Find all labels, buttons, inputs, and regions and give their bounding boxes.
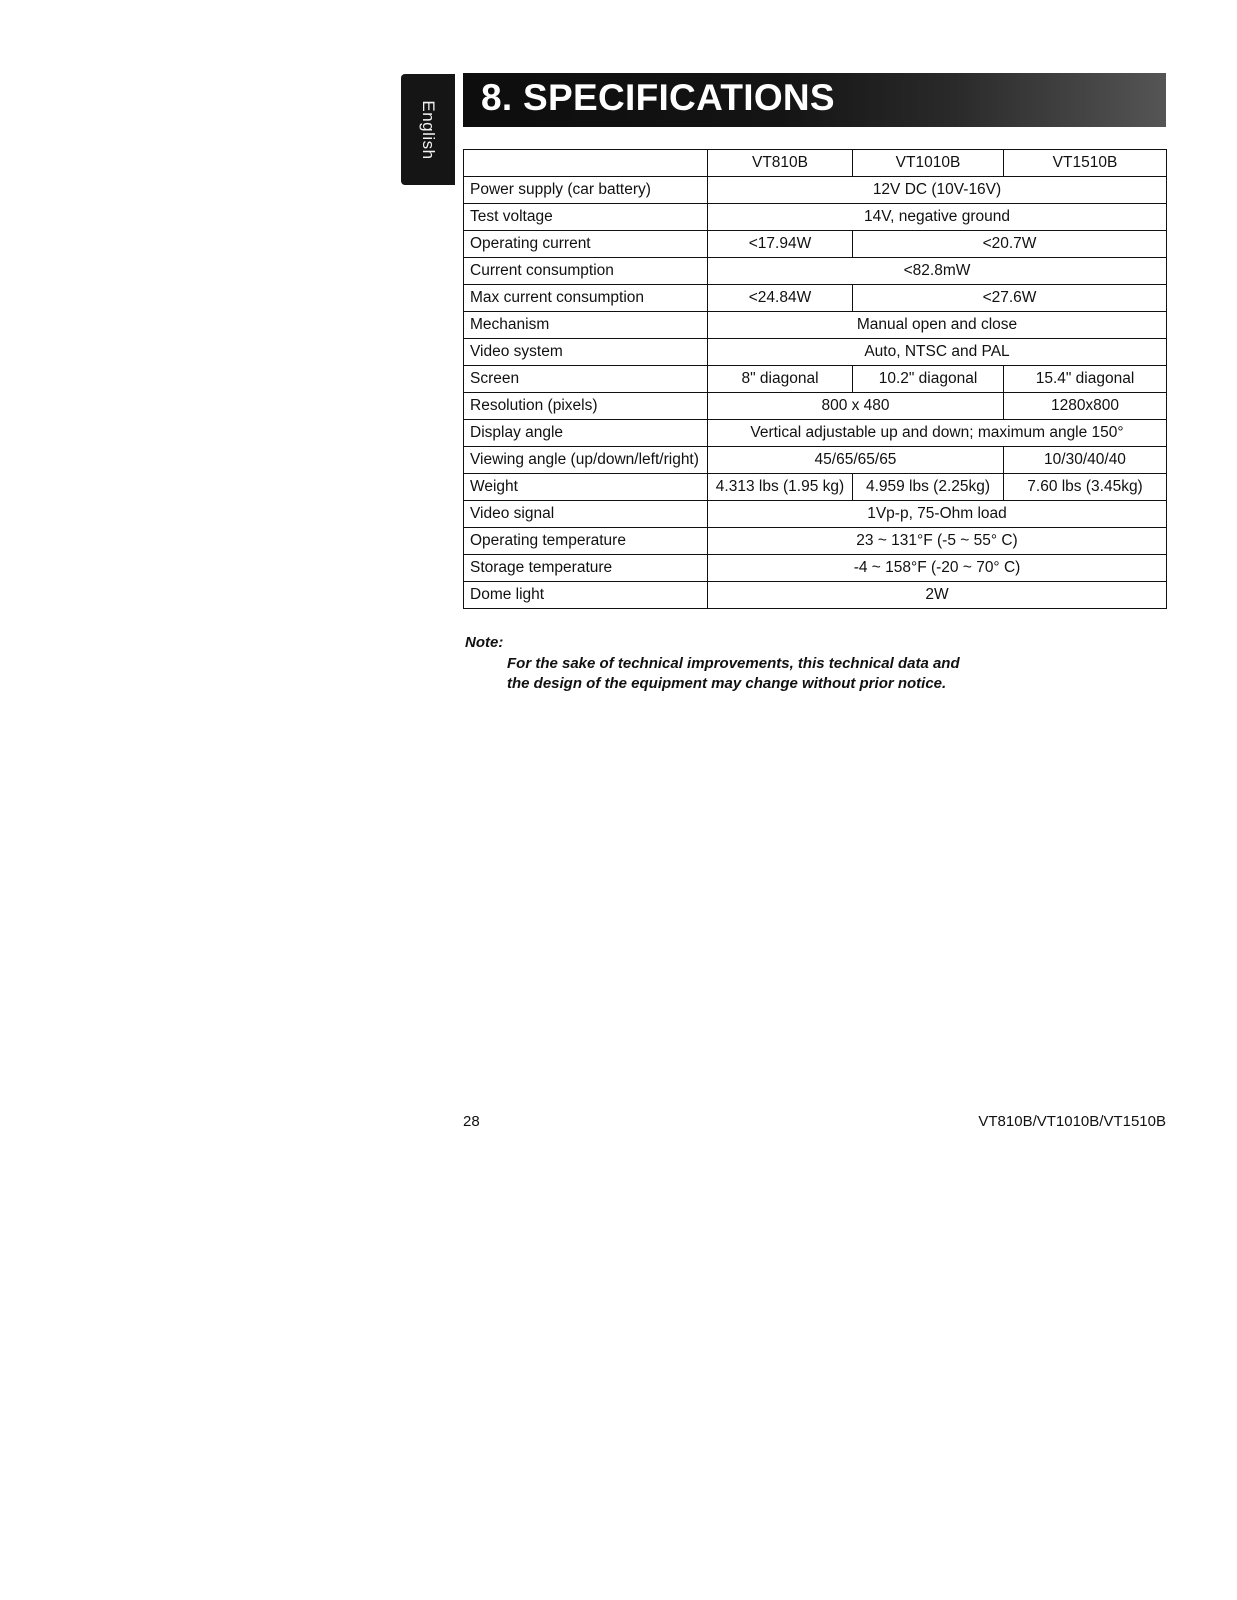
spec-value: 4.313 lbs (1.95 kg): [708, 474, 853, 501]
note-line: the design of the equipment may change without prior notice.: [507, 675, 947, 692]
column-header: VT1010B: [853, 150, 1004, 177]
spec-value: 1280x800: [1004, 393, 1167, 420]
table-row: [464, 420, 1167, 447]
table-row: [464, 258, 1167, 285]
table-row: [464, 501, 1167, 528]
spec-label: Video signal: [464, 501, 708, 528]
table-row: [464, 285, 1167, 312]
table-row: [464, 312, 1167, 339]
spec-value: <20.7W: [853, 231, 1167, 258]
page-number: 28: [463, 1113, 480, 1130]
note-text: [507, 654, 960, 694]
specifications-table-body: [464, 177, 1167, 609]
spec-label: Video system: [464, 339, 708, 366]
table-row: [464, 447, 1167, 474]
table-row: [464, 204, 1167, 231]
spec-value: 1Vp-p, 75-Ohm load: [708, 501, 1167, 528]
spec-value: 23 ~ 131°F (-5 ~ 55° C): [708, 528, 1167, 555]
column-header: VT810B: [708, 150, 853, 177]
spec-label: Storage temperature: [464, 555, 708, 582]
spec-value: 2W: [708, 582, 1167, 609]
table-row: [464, 393, 1167, 420]
spec-label: Display angle: [464, 420, 708, 447]
spec-value: 10/30/40/40: [1004, 447, 1167, 474]
spec-label: Mechanism: [464, 312, 708, 339]
spec-value: <17.94W: [708, 231, 853, 258]
spec-value: 14V, negative ground: [708, 204, 1167, 231]
note-line: For the sake of technical improvements, this technical data and: [507, 655, 960, 672]
section-title-bar: [463, 73, 1166, 127]
table-row: [464, 339, 1167, 366]
spec-value: 4.959 lbs (2.25kg): [853, 474, 1004, 501]
spec-label: Current consumption: [464, 258, 708, 285]
column-header: [464, 150, 708, 177]
note-heading: Note:: [465, 634, 504, 651]
spec-value: Auto, NTSC and PAL: [708, 339, 1167, 366]
spec-value: Vertical adjustable up and down; maximum angle 150°: [708, 420, 1167, 447]
spec-value: <24.84W: [708, 285, 853, 312]
table-row: [464, 231, 1167, 258]
spec-value: -4 ~ 158°F (-20 ~ 70° C): [708, 555, 1167, 582]
table-row: [464, 177, 1167, 204]
spec-value: 12V DC (10V-16V): [708, 177, 1167, 204]
table-row: [464, 582, 1167, 609]
spec-value: 7.60 lbs (3.45kg): [1004, 474, 1167, 501]
table-header-row: [464, 150, 1167, 177]
spec-label: Screen: [464, 366, 708, 393]
column-header: VT1510B: [1004, 150, 1167, 177]
spec-label: Weight: [464, 474, 708, 501]
spec-label: Operating current: [464, 231, 708, 258]
spec-label: Viewing angle (up/down/left/right): [464, 447, 708, 474]
table-row: [464, 528, 1167, 555]
spec-value: Manual open and close: [708, 312, 1167, 339]
spec-value: 45/65/65/65: [708, 447, 1004, 474]
spec-value: 10.2" diagonal: [853, 366, 1004, 393]
spec-value: <82.8mW: [708, 258, 1167, 285]
spec-value: 800 x 480: [708, 393, 1004, 420]
spec-label: Dome light: [464, 582, 708, 609]
spec-label: Power supply (car battery): [464, 177, 708, 204]
page-title: 8. SPECIFICATIONS: [481, 77, 835, 118]
spec-label: Test voltage: [464, 204, 708, 231]
table-row: [464, 366, 1167, 393]
spec-label: Resolution (pixels): [464, 393, 708, 420]
language-tab: [401, 74, 455, 185]
table-row: [464, 555, 1167, 582]
spec-label: Operating temperature: [464, 528, 708, 555]
table-row: [464, 474, 1167, 501]
spec-value: 8" diagonal: [708, 366, 853, 393]
footer-model-list: VT810B/VT1010B/VT1510B: [978, 1113, 1166, 1130]
spec-value: <27.6W: [853, 285, 1167, 312]
language-tab-label: English: [419, 99, 438, 160]
spec-label: Max current consumption: [464, 285, 708, 312]
spec-value: 15.4" diagonal: [1004, 366, 1167, 393]
specifications-table: [463, 149, 1167, 609]
